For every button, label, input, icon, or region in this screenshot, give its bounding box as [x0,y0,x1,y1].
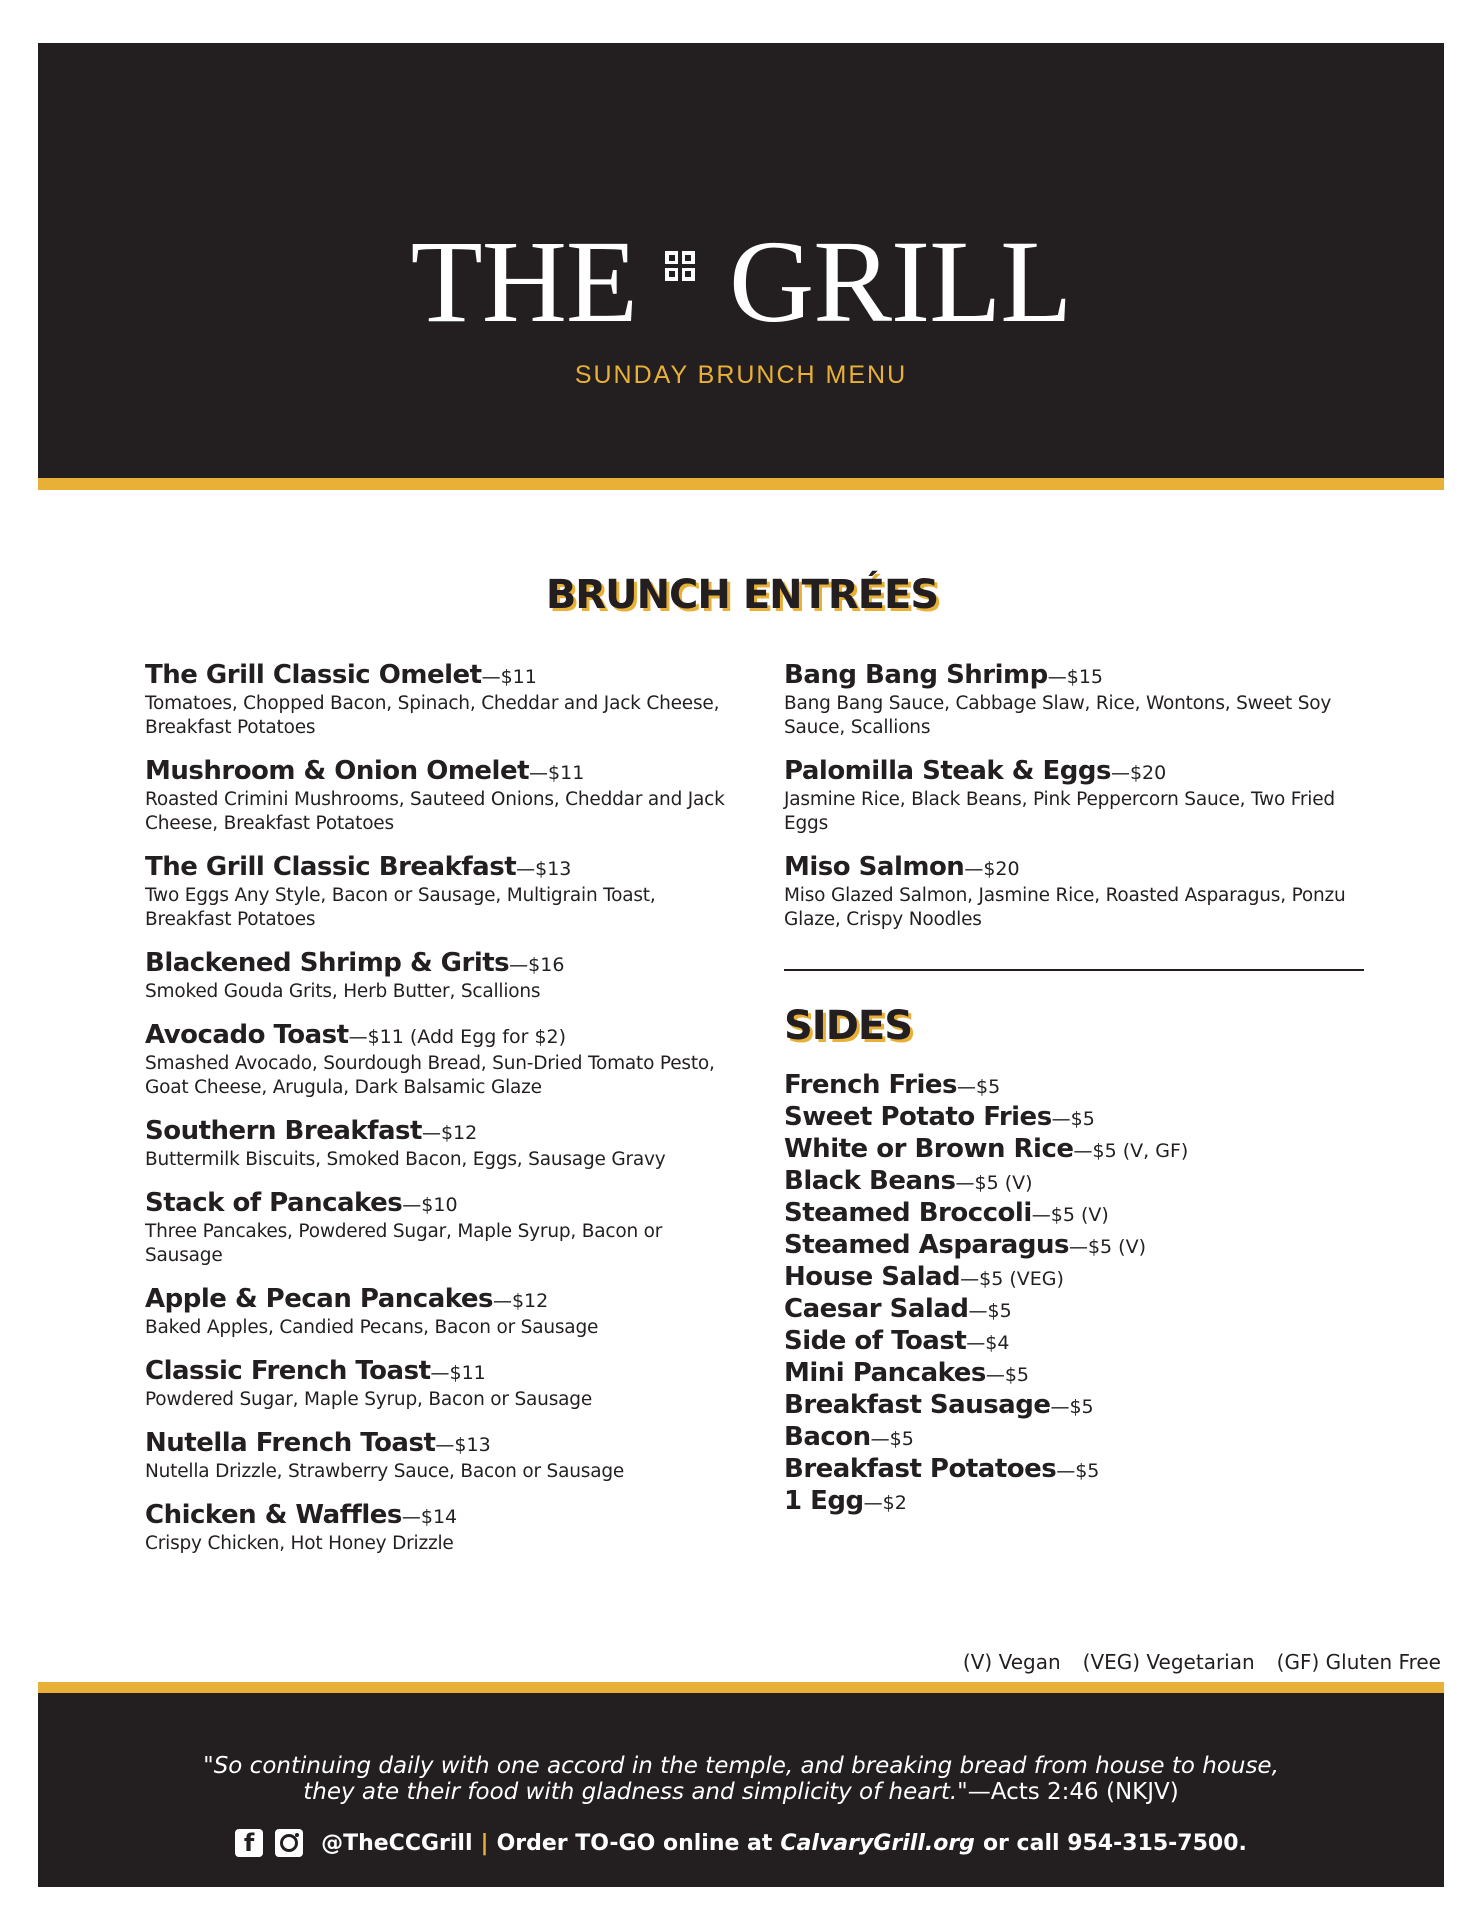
menu-item-heading [145,1020,745,1052]
menu-item-name: Palomilla Steak & Eggs [784,756,1111,786]
menu-item-name: Southern Breakfast [145,1116,422,1146]
menu-item-note: (V) [1074,1204,1109,1226]
menu-item-name: Blackened Shrimp & Grits [145,948,510,978]
menu-item-price: —$20 [964,858,1020,880]
menu-item-name: Miso Salmon [784,852,965,882]
menu-item-heading [784,1070,1384,1102]
menu-item-price: —$5 [1056,1460,1100,1482]
side-item [784,1230,1384,1262]
menu-item-name: Chicken & Waffles [145,1500,402,1530]
menu-item-price: —$13 [435,1434,491,1456]
side-item [784,1326,1384,1358]
menu-item-name: Caesar Salad [784,1294,969,1324]
menu-item-heading [145,660,745,692]
website-link[interactable]: CalvaryGrill.org [780,1830,975,1856]
menu-item-description: Baked Apples, Candied Pecans, Bacon or Sausage [145,1317,599,1338]
menu-item-heading [784,1166,1384,1198]
menu-item-heading [784,852,1374,884]
side-item [784,1102,1384,1134]
side-item [784,1422,1384,1454]
menu-item-heading [784,1198,1384,1230]
window-logo-icon [665,251,695,281]
menu-item-price: —$5 [1073,1140,1117,1162]
sides-list [784,1070,1384,1518]
menu-item-heading [784,1102,1384,1134]
menu-item-description: Tomatoes, Chopped Bacon, Spinach, Cheddar and Jack Cheese, Breakfast Potatoes [145,693,720,738]
social-handle[interactable]: @TheCCGrill [321,1830,473,1856]
menu-item-name: Avocado Toast [145,1020,349,1050]
menu-item-name: French Fries [784,1070,957,1100]
logo-grill: GRILL [729,216,1072,347]
menu-item-note: (Add Egg for $2) [403,1026,567,1048]
side-item [784,1358,1384,1390]
menu-item [145,1500,745,1556]
menu-item-description: Roasted Crimini Mushrooms, Sauteed Onions, Cheddar and Jack Cheese, Breakfast Potatoes [145,789,725,834]
menu-item [145,948,745,1004]
menu-item-note: (V) [1112,1236,1147,1258]
menu-item [145,756,745,836]
menu-item-price: —$10 [402,1194,458,1216]
menu-item-price: —$4 [966,1332,1010,1354]
menu-item [145,1020,745,1100]
instagram-icon[interactable] [275,1829,303,1857]
menu-item [145,660,745,740]
menu-item-price: —$12 [492,1290,549,1312]
menu-item-price: —$5 [870,1428,914,1450]
menu-item-description: Nutella Drizzle, Strawberry Sauce, Bacon or Sausage [145,1461,625,1482]
menu-item [145,1356,745,1412]
menu-item [784,756,1374,836]
menu-item-heading [145,1116,745,1148]
menu-item-heading [784,1262,1384,1294]
header-banner [38,43,1444,490]
menu-item-name: Steamed Asparagus [784,1230,1069,1260]
menu-item-name: Nutella French Toast [145,1428,436,1458]
dietary-legend [963,1650,1441,1674]
menu-item-name: 1 Egg [784,1486,864,1516]
menu-item-heading [145,1428,745,1460]
menu-item-price: —$14 [401,1506,458,1528]
menu-item-heading [784,1454,1384,1486]
menu-item-heading [145,1188,745,1220]
menu-item-price: —$5 [1051,1108,1095,1130]
menu-item-price: —$5 [956,1076,1001,1098]
menu-item [145,1284,745,1340]
menu-item-heading [145,852,745,884]
menu-item-description: Three Pancakes, Powdered Sugar, Maple Syrup, Bacon or Sausage [145,1221,663,1266]
side-item [784,1294,1384,1326]
menu-item-heading [784,1390,1384,1422]
entrees-left-column [145,660,745,1572]
side-item [784,1390,1384,1422]
menu-item-note: (V, GF) [1116,1140,1189,1162]
menu-item-price: —$11 [430,1362,486,1384]
quote-reference: —Acts 2:46 (NKJV) [967,1779,1179,1805]
order-text: Order TO-GO online at [496,1830,773,1856]
menu-item-heading [145,1284,745,1316]
menu-item-price: —$16 [509,954,565,976]
menu-item [145,1116,745,1172]
menu-item-heading [784,1294,1384,1326]
menu-item [784,852,1374,932]
menu-item-price: —$5 [1050,1396,1094,1418]
menu-item-price: —$11 [481,666,537,688]
menu-item-name: Classic French Toast [145,1356,431,1386]
menu-item-price: —$5 [960,1268,1004,1290]
side-item [784,1166,1384,1198]
menu-item-name: Black Beans [784,1166,956,1196]
menu-item-price: —$5 [968,1300,1012,1322]
menu-item-name: Apple & Pecan Pancakes [145,1284,493,1314]
sides-title: SIDES [784,1003,913,1049]
legend-vegan: (V) Vegan [962,1650,1061,1674]
menu-item-price: —$13 [516,858,572,880]
menu-item-heading [784,1326,1384,1358]
menu-item [145,852,745,932]
menu-item-name: Stack of Pancakes [145,1188,403,1218]
menu-item-price: —$11 [348,1026,404,1048]
menu-item-heading [145,756,745,788]
menu-item-note: (V) [998,1172,1033,1194]
side-item [784,1198,1384,1230]
side-item [784,1262,1384,1294]
menu-item-heading [784,1134,1384,1166]
legend-gluten-free: (GF) Gluten Free [1276,1650,1441,1674]
menu-item-description: Smashed Avocado, Sourdough Bread, Sun-Dried Tomato Pesto, Goat Cheese, Arugula, Dark Balsamic Glaze [145,1053,715,1098]
menu-item-description: Smoked Gouda Grits, Herb Butter, Scallions [145,981,541,1002]
menu-item [784,660,1374,740]
section-divider [784,969,1364,971]
menu-item-name: Mushroom & Onion Omelet [145,756,530,786]
contact-line [38,1829,1444,1857]
side-item [784,1454,1384,1486]
menu-item-note: (VEG) [1003,1268,1064,1290]
menu-item-heading [784,1422,1384,1454]
menu-item-name: White or Brown Rice [784,1134,1074,1164]
menu-subtitle: SUNDAY BRUNCH MENU [574,361,908,389]
menu-item-heading [784,756,1374,788]
legend-vegetarian: (VEG) Vegetarian [1082,1650,1255,1674]
footer-banner [38,1682,1444,1887]
menu-item-name: House Salad [784,1262,961,1292]
logo-the: THE [410,216,637,347]
menu-item-price: —$5 [955,1172,999,1194]
menu-item-name: Breakfast Sausage [784,1390,1051,1420]
contact-separator: | [480,1830,489,1856]
side-item [784,1486,1384,1518]
menu-item-heading [784,660,1374,692]
menu-item-name: Breakfast Potatoes [784,1454,1057,1484]
menu-item-name: Bacon [784,1422,871,1452]
menu-item-name: Bang Bang Shrimp [784,660,1048,690]
menu-item-description: Jasmine Rice, Black Beans, Pink Peppercorn Sauce, Two Fried Eggs [784,789,1335,834]
menu-item-heading [784,1230,1384,1262]
quote-line-1: "So continuing daily with one accord in the temple, and breaking bread from house to house, [203,1753,1279,1779]
menu-item-name: The Grill Classic Omelet [145,660,482,690]
menu-item-description: Miso Glazed Salmon, Jasmine Rice, Roasted Asparagus, Ponzu Glaze, Crispy Noodles [784,885,1346,930]
menu-item-name: Mini Pancakes [784,1358,986,1388]
side-item [784,1134,1384,1166]
quote-line-2: they ate their food with gladness and simplicity of heart." [303,1779,968,1805]
menu-item-heading [145,948,745,980]
menu-item-heading [145,1356,745,1388]
facebook-icon[interactable]: f [235,1829,263,1857]
menu-item-price: —$15 [1047,666,1104,688]
menu-item-description: Bang Bang Sauce, Cabbage Slaw, Rice, Wontons, Sweet Soy Sauce, Scallions [784,693,1332,738]
menu-item-description: Crispy Chicken, Hot Honey Drizzle [145,1533,454,1554]
menu-item-name: Side of Toast [784,1326,967,1356]
menu-item [145,1188,745,1268]
menu-item-heading [784,1486,1384,1518]
call-text: or call 954-315-7500. [982,1830,1247,1856]
menu-item-description: Powdered Sugar, Maple Syrup, Bacon or Sausage [145,1389,592,1410]
menu-item-name: The Grill Classic Breakfast [145,852,517,882]
menu-item-price: —$5 [985,1364,1030,1386]
side-item [784,1070,1384,1102]
menu-item-price: —$20 [1110,762,1167,784]
menu-item-price: —$2 [863,1492,907,1514]
menu-item-name: Steamed Broccoli [784,1198,1032,1228]
menu-item-description: Buttermilk Biscuits, Smoked Bacon, Eggs, Sausage Gravy [145,1149,666,1170]
entrees-title: BRUNCH ENTRÉES [545,572,939,618]
menu-item-price: —$12 [421,1122,478,1144]
menu-item-price: —$11 [529,762,585,784]
logo [38,216,1444,347]
menu-item [145,1428,745,1484]
menu-item-price: —$5 [1068,1236,1113,1258]
menu-item-description: Two Eggs Any Style, Bacon or Sausage, Multigrain Toast, Breakfast Potatoes [145,885,656,930]
scripture-quote [38,1753,1444,1805]
menu-item-price: —$5 [1031,1204,1075,1226]
entrees-right-column [784,660,1374,948]
menu-item-heading [145,1500,745,1532]
menu-item-heading [784,1358,1384,1390]
menu-item-name: Sweet Potato Fries [784,1102,1052,1132]
